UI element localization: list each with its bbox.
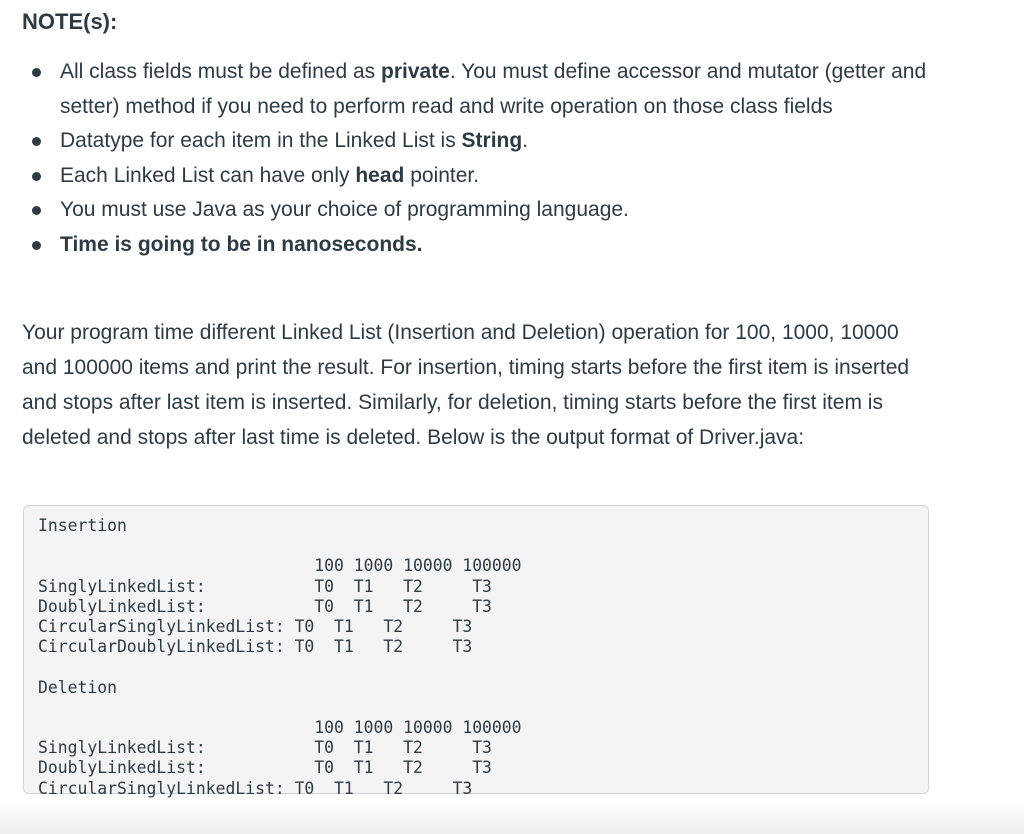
note-text: pointer.	[404, 163, 480, 187]
note-item	[0, 159, 960, 194]
bullet-icon	[32, 137, 41, 146]
note-text: .	[522, 129, 529, 152]
note-item	[0, 124, 960, 159]
page-bottom-edge	[0, 800, 1024, 834]
note-text: All class fields must be defined as	[60, 60, 381, 83]
code-output-block	[23, 505, 929, 798]
bullet-icon	[32, 206, 41, 215]
note-item	[0, 55, 960, 124]
note-emphasis: Time is going to be in nanoseconds.	[60, 232, 423, 256]
note-emphasis: private	[381, 60, 450, 83]
note-text: You must use Java as your choice of programming language.	[60, 198, 629, 221]
note-item	[0, 228, 960, 263]
note-text: . You must define accessor and mutator (getter and setter) method if you need to perform read and write operation on those class fields	[60, 60, 927, 118]
note-emphasis: String	[461, 129, 523, 152]
bullet-icon	[32, 68, 41, 77]
bullet-icon	[32, 172, 41, 181]
notes-heading: NOTE(s):	[22, 9, 118, 34]
bullet-icon	[32, 241, 41, 250]
note-text: Datatype for each item in the Linked List is	[60, 129, 462, 152]
instructions-paragraph: Your program time different Linked List (Insertion and Deletion) operation for 100, 1000, 10000 and 100000 items and print the result. For insertion, timing starts before the first item is inserted and stops after last item is inserted. Similarly, for deletion, timing starts before the first item is deleted and stops after last time is deleted. Below is the output format of Driver.java:	[22, 321, 910, 449]
note-emphasis: head	[355, 163, 405, 187]
code-output-text: Insertion 100 1000 10000 100000 SinglyLinkedList: T0 T1 T2 T3 DoublyLinkedList: T0 T1 T2 T3 CircularSinglyLinkedList: T0 T1 T2 T3 CircularDoublyLinkedList: T0 T1 T2 T3 Deletion 100 1000 10000 100000 SinglyLinkedList: T0 T1 T2 T3 DoublyLinkedList: T0 T1 T2 T3 CircularSinglyLinkedList: T0 T1 T2 T3	[38, 516, 522, 798]
note-item	[0, 193, 960, 228]
note-text: Each Linked List can have only	[60, 163, 356, 187]
notes-list	[0, 55, 960, 262]
